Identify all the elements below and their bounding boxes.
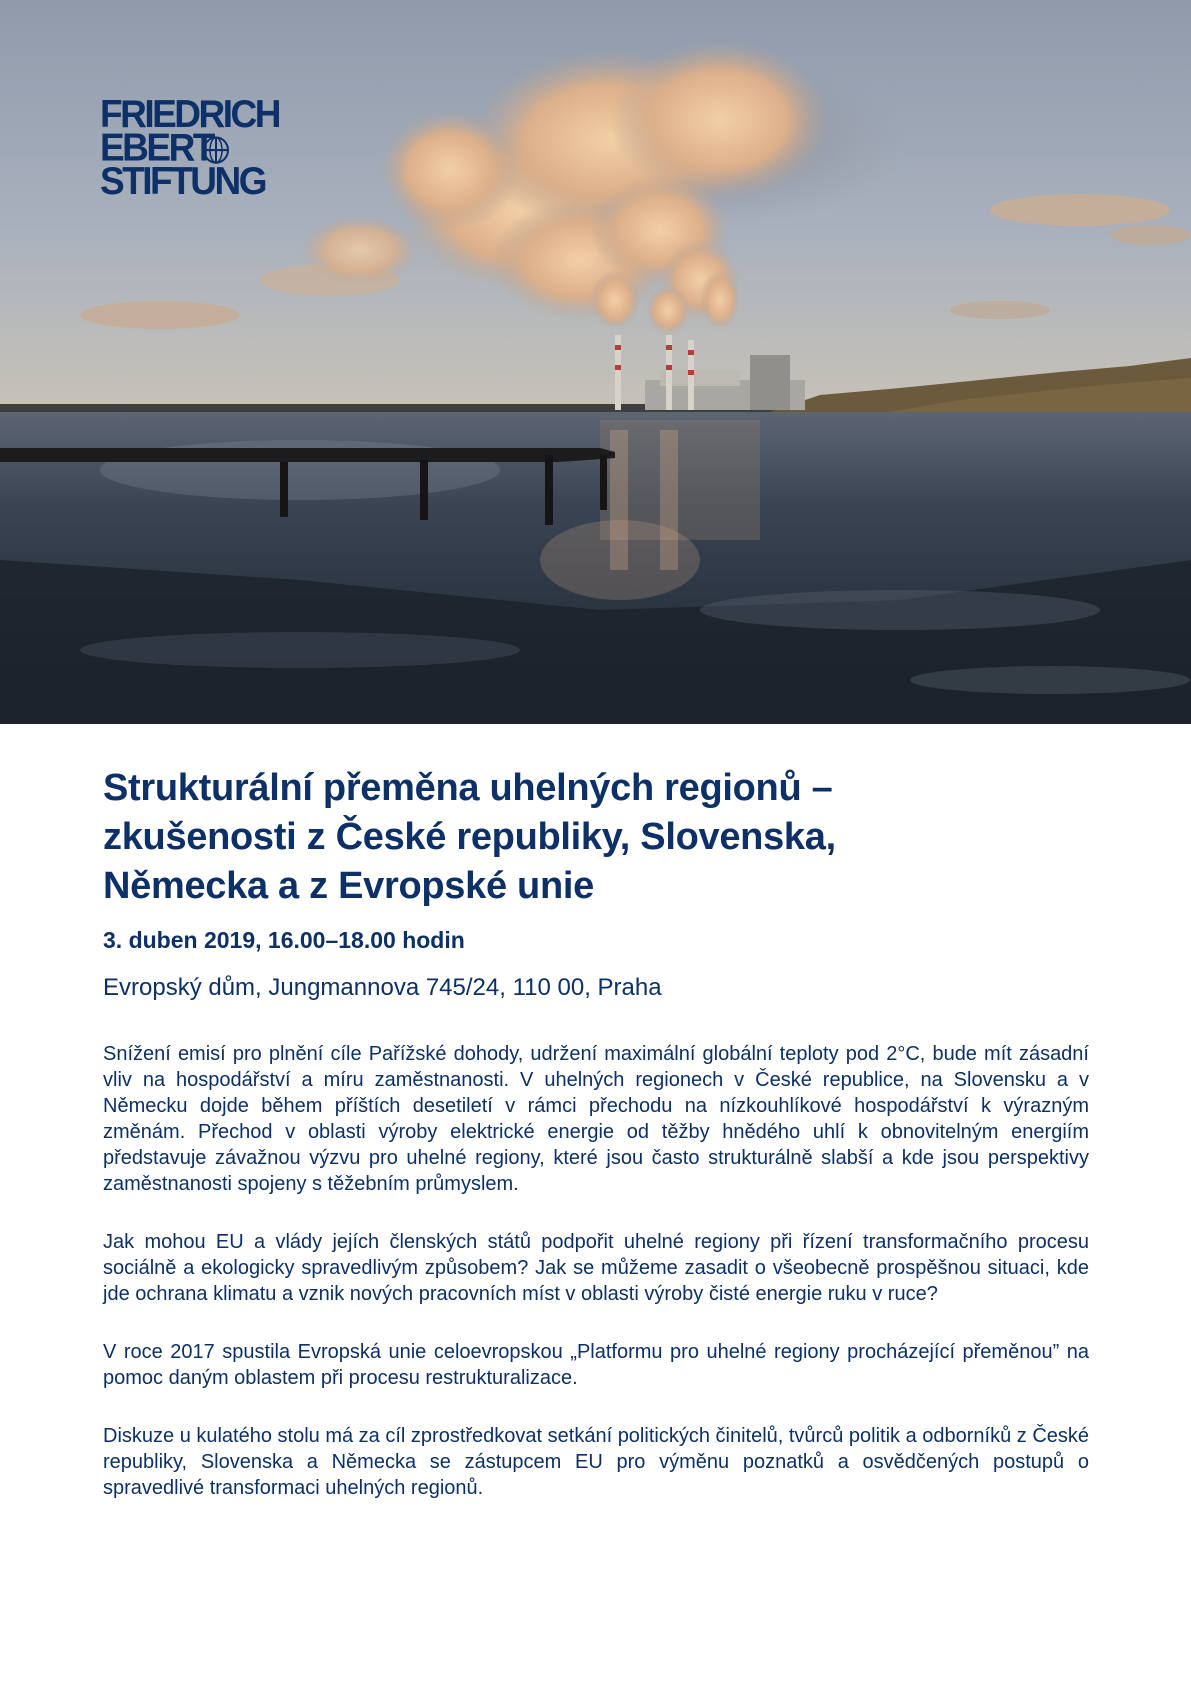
event-venue: Evropský dům, Jungmannova 745/24, 110 00, Praha: [103, 974, 662, 1001]
body-paragraph-3: V roce 2017 spustila Evropská unie celoevropskou „Platformu pro uhelné regiony procházející přeměnou” na pomoc daným oblastem při procesu restrukturalizace.: [103, 1341, 1089, 1389]
event-title: [103, 764, 1089, 911]
body-paragraph-1: Snížení emisí pro plnění cíle Pařížské dohody, udržení maximální globální teploty pod 2°C, bude mít zásadní vliv na hospodářství a míru zaměstnanosti. V uhelných regionech v České republice, na Slovensku a v Německu dojde během příštích desetiletí v rámci přechodu na nízkouhlíkové hospodářství k výrazným změnám. Přechod v oblasti výroby elektrické energie od těžby hnědého uhlí k obnovitelným energiím představuje závažnou výzvu pro uhelné regiony, které jsou často strukturálně slabší a kde jsou perspektivy zaměstnanosti spojeny s těžebním průmyslem.: [103, 1043, 1089, 1195]
event-title-line-2: zkušenosti z České republiky, Slovenska,: [103, 816, 836, 858]
event-title-line-1: Strukturální přeměna uhelných regionů –: [103, 767, 833, 809]
logo-line-1: FRIEDRICH: [100, 92, 279, 136]
hero-photo: [0, 0, 1191, 724]
logo-line-3: STIFTUNG: [100, 159, 265, 203]
body-paragraph-2: Jak mohou EU a vlády jejích členských států podpořit uhelné regiony při řízení transformačního procesu sociálně a ekologicky spravedlivým způsobem? Jak se můžeme zasadit o všeobecně prospěšnou situaci, kde jde ochrana klimatu a vznik nových pracovních míst v oblasti výroby čisté energie ruku v ruce?: [103, 1231, 1089, 1305]
fes-logo: [100, 92, 280, 203]
event-content: [103, 764, 1089, 1501]
logo-line-2: EBERT: [100, 131, 280, 165]
event-title-line-3: Německa a z Evropské unie: [103, 865, 594, 907]
event-date: 3. duben 2019, 16.00–18.00 hodin: [103, 927, 465, 953]
body-paragraph-4: Diskuze u kulatého stolu má za cíl zprostředkovat setkání politických činitelů, tvůrců politik a odborníků z České republiky, Slovenska a Německa se zástupcem EU pro výměnu poznatků a osvědčených postupů o spravedlivé transformaci uhelných regionů.: [103, 1425, 1090, 1499]
